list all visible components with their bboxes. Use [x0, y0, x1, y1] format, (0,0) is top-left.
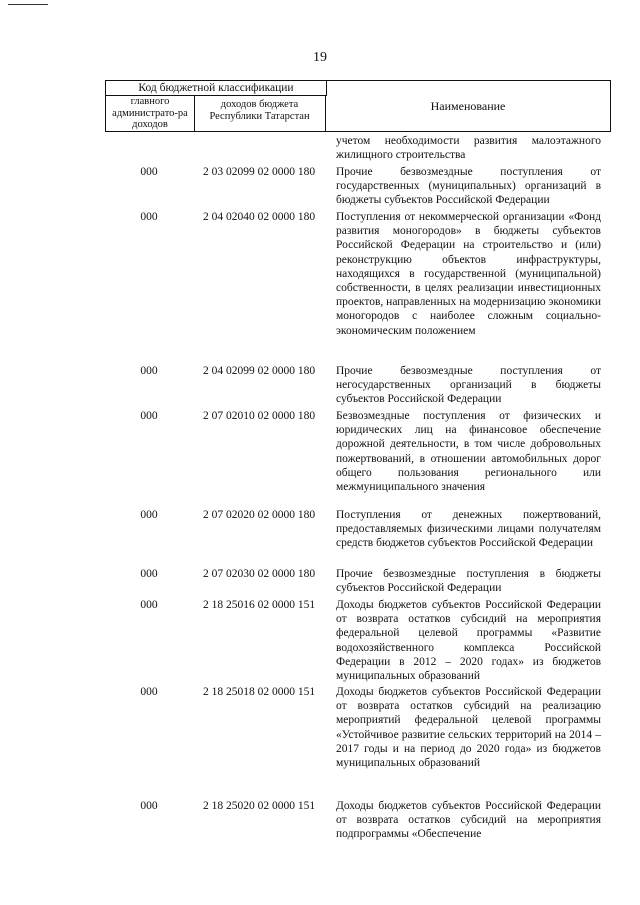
name-cell: Прочие безвозмездные поступления от негосударственных организаций в бюджеты субъектов Российской Федерации [336, 365, 601, 406]
admin-column-header: главного администрато-ра доходов [106, 95, 195, 132]
admin-code-cell: 000 [140, 211, 158, 223]
table-row [105, 210, 611, 364]
name-cell: Прочие безвозмездные поступления от государственных (муниципальных) организаций в бюджеты субъектов Российской Федерации [336, 166, 601, 207]
name-cell: учетом необходимости развития малоэтажного жилищного строительства [336, 135, 601, 162]
admin-code-cell: 000 [140, 686, 158, 698]
income-code-cell: 2 03 02099 02 0000 180 [202, 166, 316, 178]
name-cell: Прочие безвозмездные поступления в бюджеты субъектов Российской Федерации [336, 568, 601, 595]
admin-code-cell: 000 [140, 509, 158, 521]
admin-code-cell: 000 [140, 568, 158, 580]
table-body [105, 134, 611, 844]
income-column-header: доходов бюджета Республики Татарстан [194, 95, 326, 131]
admin-code-cell: 000 [140, 800, 158, 812]
income-code-cell: 2 04 02040 02 0000 180 [202, 211, 316, 223]
page-number: 19 [313, 50, 327, 65]
name-cell: Безвозмездные поступления от физических и юридических лиц на финансовое обеспечение дорожной деятельности, в том числе добровольных пожертвований, в отношении автомобильных дорог общего пользования регионального или межмуниципального значения [336, 410, 601, 494]
table-row [105, 567, 611, 598]
name-cell: Поступления от некоммерческой организации «Фонд развития моногородов» в бюджеты субъектов Российской Федерации на строительство и (или) реконструкцию объектов инфраструктуры, находящихся в государственной (муниципальной) собственности, в целях реализации инвестиционных проектов, направленных на модернизацию экономики моногородов с наиболее сложным социально-экономическим положением [336, 211, 601, 337]
table-row [105, 165, 611, 210]
name-cell: Доходы бюджетов субъектов Российской Федерации от возврата остатков субсидий на реализацию мероприятий федеральной целевой программы «Устойчивое развитие сельских территорий на 2014 – 2017 годы и на период до 2020 года» из бюджетов муниципальных образований [336, 686, 601, 770]
code-group-header: Код бюджетной классификации [106, 81, 327, 96]
table-header [105, 80, 611, 132]
income-code-cell: 2 18 25018 02 0000 151 [202, 686, 316, 698]
table-row [105, 598, 611, 685]
table-row [105, 685, 611, 799]
name-column-header: Наименование [430, 99, 506, 113]
table-row [105, 134, 611, 165]
admin-code-cell: 000 [140, 599, 158, 611]
table-row [105, 799, 611, 844]
income-code-cell: 2 18 25016 02 0000 151 [202, 599, 316, 611]
income-code-cell: 2 07 02010 02 0000 180 [202, 410, 316, 422]
name-cell: Доходы бюджетов субъектов Российской Федерации от возврата остатков субсидий на мероприятия федеральной целевой программы «Развитие водохозяйственного комплекса Российской Федерации в 2012 – 2020 годах» из бюджетов муниципальных образований [336, 599, 601, 683]
table-row [105, 508, 611, 567]
income-code-cell: 2 07 02020 02 0000 180 [202, 509, 316, 521]
income-code-cell: 2 07 02030 02 0000 180 [202, 568, 316, 580]
name-cell: Поступления от денежных пожертвований, предоставляемых физическими лицами получателям средств бюджетов субъектов Российской Федерации [336, 509, 601, 550]
corner-mark [8, 4, 48, 5]
admin-code-cell: 000 [140, 365, 158, 377]
income-code-cell: 2 18 25020 02 0000 151 [202, 800, 316, 812]
income-code-cell: 2 04 02099 02 0000 180 [202, 365, 316, 377]
admin-code-cell: 000 [140, 410, 158, 422]
name-cell: Доходы бюджетов субъектов Российской Федерации от возврата остатков субсидий на мероприятия подпрограммы «Обеспечение [336, 800, 601, 841]
admin-code-cell: 000 [140, 166, 158, 178]
table-row [105, 364, 611, 409]
table-row [105, 409, 611, 508]
